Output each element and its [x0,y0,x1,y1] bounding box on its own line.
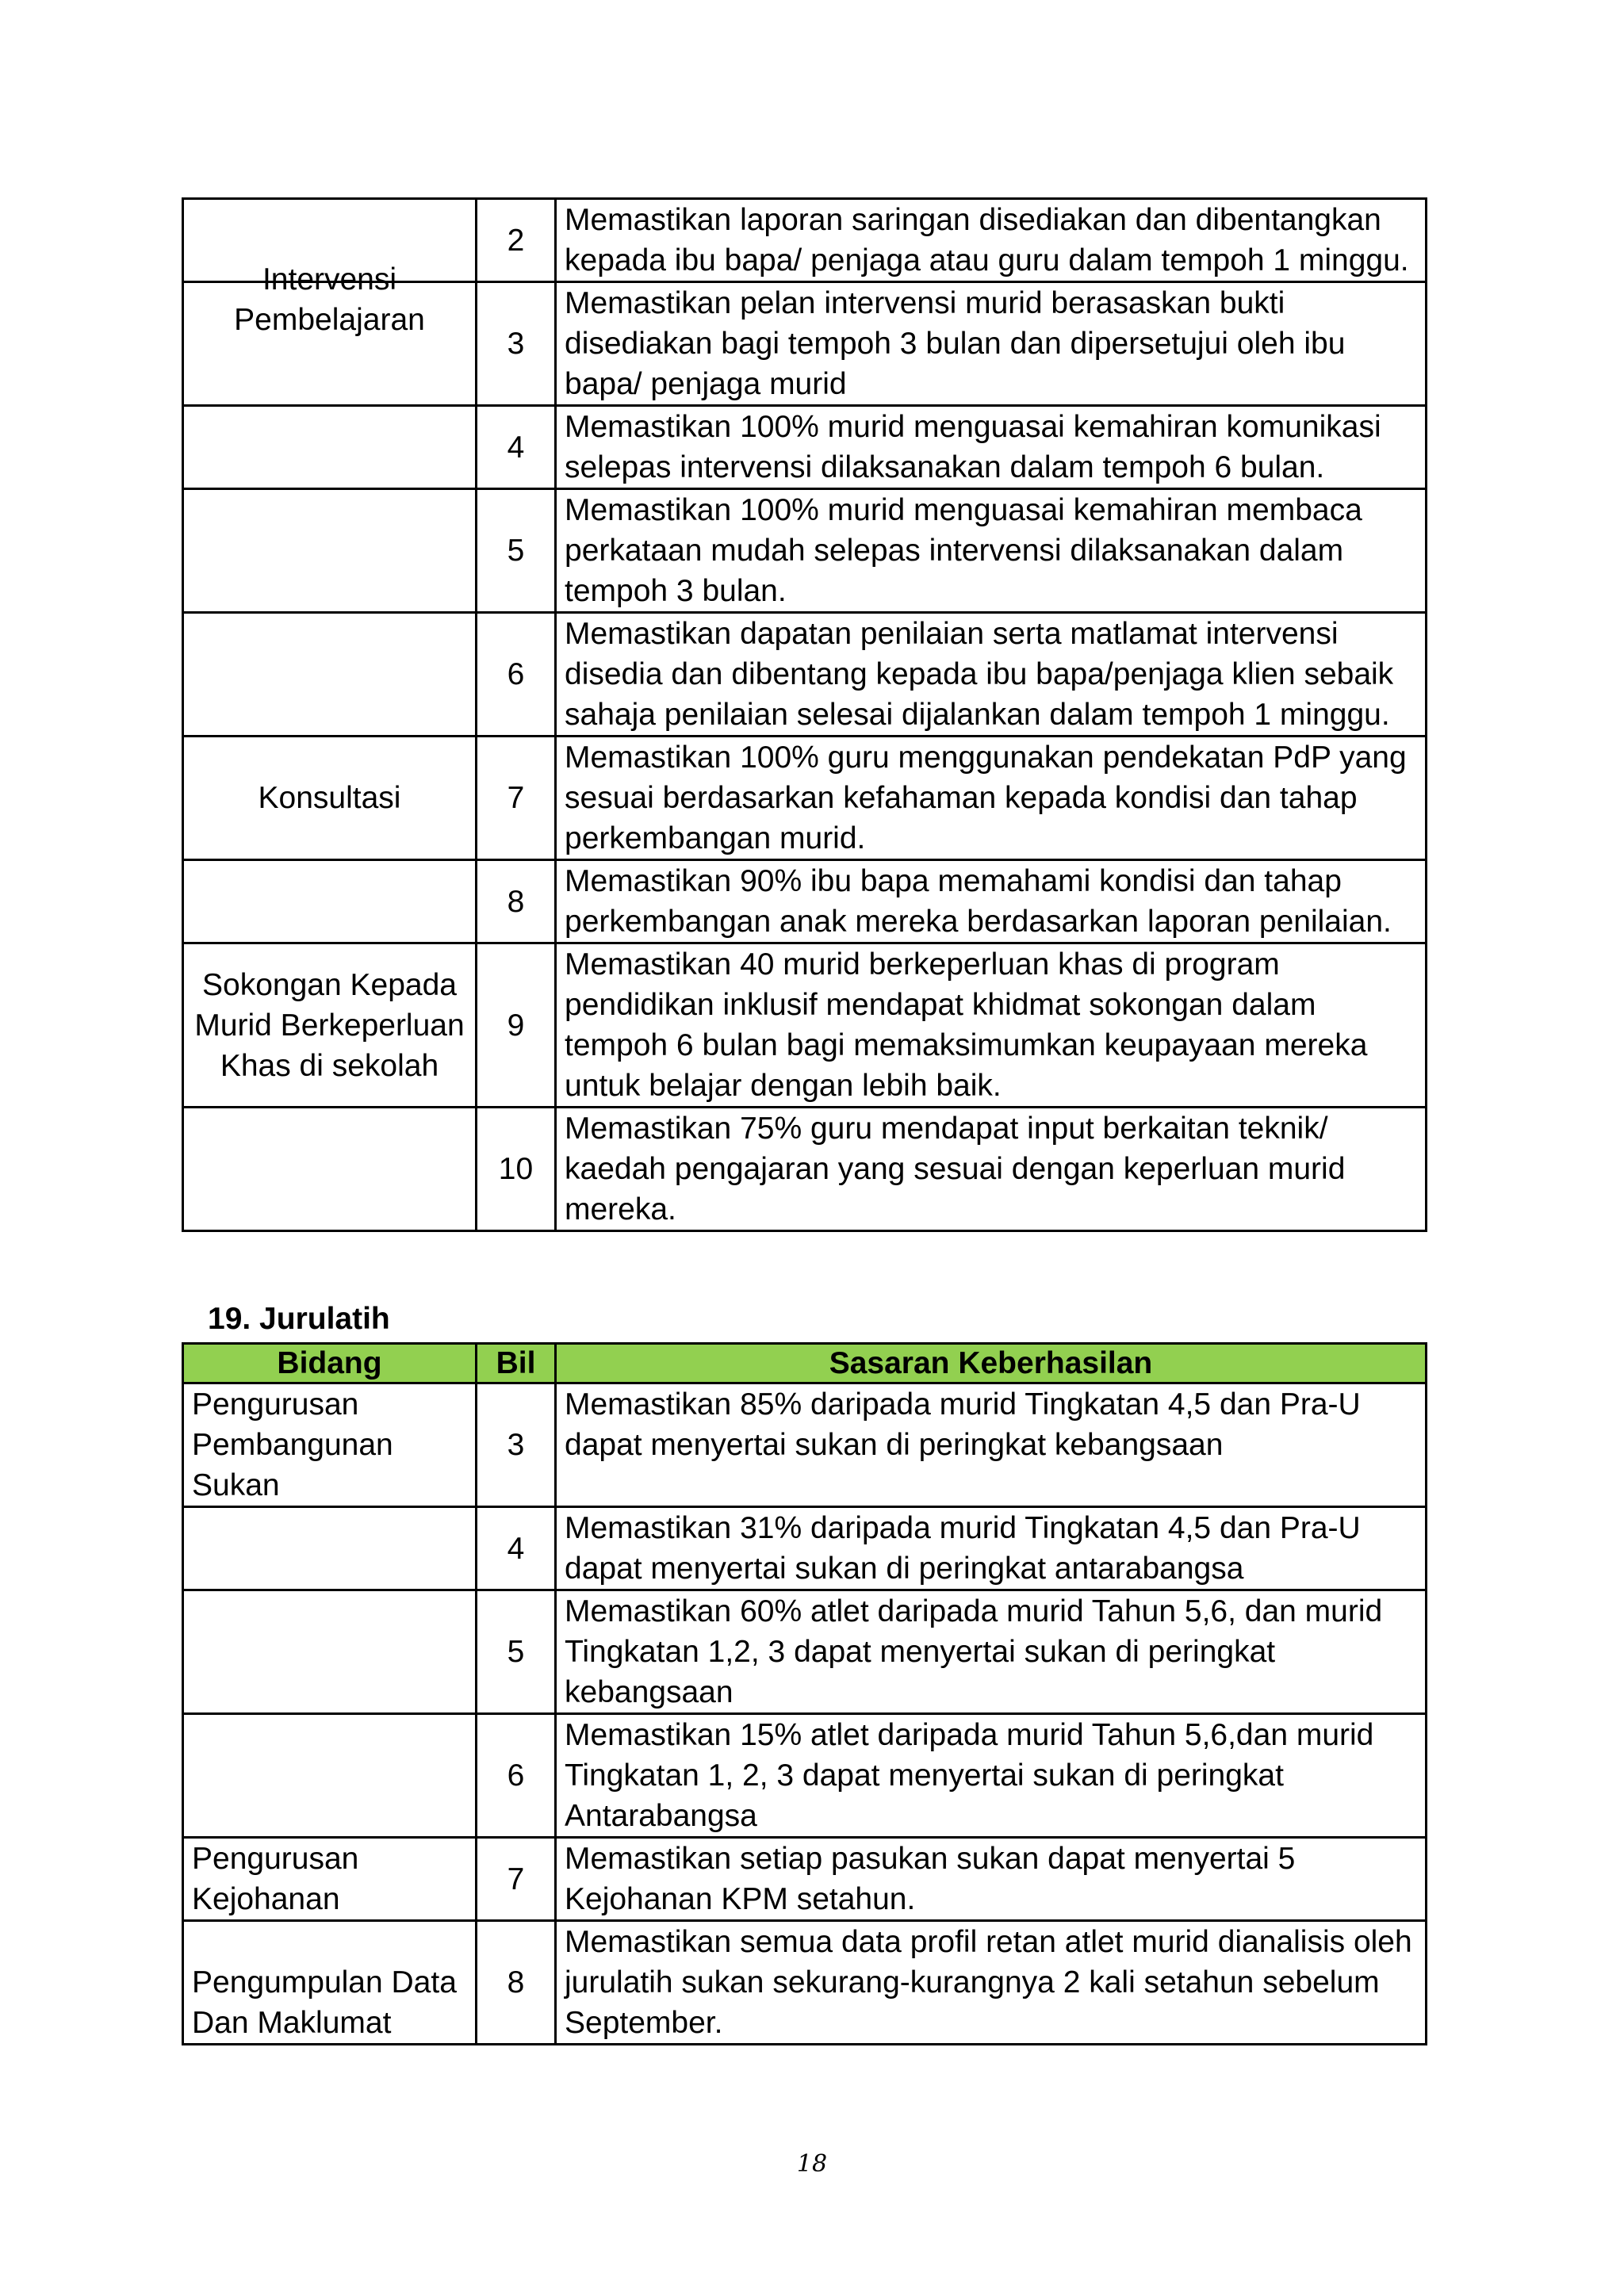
bidang-cell [183,1590,477,1714]
sasaran-cell: Memastikan 85% daripada murid Tingkatan 4,5 dan Pra-U dapat menyertai sukan di peringkat kebangsaan [556,1383,1427,1507]
bidang-cell [183,1507,477,1590]
sasaran-cell: Memastikan setiap pasukan sukan dapat menyertai 5 Kejohanan KPM setahun. [556,1838,1427,1921]
table-row [183,860,1427,943]
bidang-cell [183,406,477,489]
table-row [183,737,1427,860]
table-header-row [183,1344,1427,1383]
bidang-cell [183,860,477,943]
section-heading: 19. Jurulatih [208,1302,390,1336]
sasaran-cell: Memastikan 40 murid berkeperluan khas di program pendidikan inklusif mendapat khidmat sokongan dalam tempoh 6 bulan bagi memaksimumkan keupayaan mereka untuk belajar dengan lebih baik. [556,943,1427,1108]
bil-cell: 4 [477,406,556,489]
table-row [183,406,1427,489]
bidang-cell [183,1108,477,1231]
sasaran-cell: Memastikan 100% murid menguasai kemahiran komunikasi selepas intervensi dilaksanakan dalam tempoh 6 bulan. [556,406,1427,489]
bidang-cell [183,1714,477,1838]
sasaran-cell: Memastikan 75% guru mendapat input berkaitan teknik/ kaedah pengajaran yang sesuai dengan keperluan murid mereka. [556,1108,1427,1231]
sasaran-cell: Memastikan 100% guru menggunakan pendekatan PdP yang sesuai berdasarkan kefahaman kepada kondisi dan tahap perkembangan murid. [556,737,1427,860]
sasaran-cell: Memastikan pelan intervensi murid berasaskan bukti disediakan bagi tempoh 3 bulan dan dipersetujui oleh ibu bapa/ penjaga murid [556,282,1427,406]
bidang-cell [183,613,477,737]
bidang-cell: Pengurusan Pembangunan Sukan [183,1383,477,1507]
table-row [183,1507,1427,1590]
sasaran-cell: Memastikan semua data profil retan atlet murid dianalisis oleh jurulatih sukan sekurang-kurangnya 2 kali setahun sebelum September. [556,1921,1427,2045]
table-row [183,943,1427,1108]
bil-cell: 3 [477,1383,556,1507]
bil-cell: 5 [477,489,556,613]
bidang-cell: Pengurusan Kejohanan [183,1838,477,1921]
bil-cell: 7 [477,737,556,860]
header-bidang: Bidang [183,1344,477,1383]
sasaran-cell: Memastikan 90% ibu bapa memahami kondisi dan tahap perkembangan anak mereka berdasarkan laporan penilaian. [556,860,1427,943]
bil-cell: 6 [477,1714,556,1838]
sasaran-cell: Memastikan 15% atlet daripada murid Tahun 5,6,dan murid Tingkatan 1, 2, 3 dapat menyertai sukan di peringkat Antarabangsa [556,1714,1427,1838]
sasaran-cell: Memastikan 31% daripada murid Tingkatan 4,5 dan Pra-U dapat menyertai sukan di peringkat antarabangsa [556,1507,1427,1590]
bil-cell: 10 [477,1108,556,1231]
table-row [183,1108,1427,1231]
table-row [183,489,1427,613]
header-bil: Bil [477,1344,556,1383]
bil-cell: 8 [477,1921,556,2045]
header-sasaran: Sasaran Keberhasilan [556,1344,1427,1383]
bidang-cell: Sokongan Kepada Murid Berkeperluan Khas di sekolah [183,943,477,1108]
table-row [183,1838,1427,1921]
table-jurulatih [182,1342,1427,2045]
table-row [183,1714,1427,1838]
bil-cell: 7 [477,1838,556,1921]
bidang-cell: Pengumpulan Data Dan Maklumat [183,1921,477,2045]
table-row [183,613,1427,737]
bil-cell: 2 [477,199,556,282]
sasaran-cell: Memastikan 60% atlet daripada murid Tahun 5,6, dan murid Tingkatan 1,2, 3 dapat menyertai sukan di peringkat kebangsaan [556,1590,1427,1714]
table-row [183,1590,1427,1714]
bil-cell: 5 [477,1590,556,1714]
page-number: 18 [796,2150,828,2178]
bil-cell: 6 [477,613,556,737]
table-intervensi [182,197,1427,1232]
bil-cell: 3 [477,282,556,406]
bidang-cell: Intervensi Pembelajaran [183,258,477,382]
bil-cell: 8 [477,860,556,943]
bil-cell: 9 [477,943,556,1108]
sasaran-cell: Memastikan dapatan penilaian serta matlamat intervensi disedia dan dibentang kepada ibu bapa/penjaga klien sebaik sahaja penilaian selesai dijalankan dalam tempoh 1 minggu. [556,613,1427,737]
bidang-cell [183,489,477,613]
table-row [183,282,1427,406]
table-row [183,1383,1427,1507]
sasaran-cell: Memastikan 100% murid menguasai kemahiran membaca perkataan mudah selepas intervensi dilaksanakan dalam tempoh 3 bulan. [556,489,1427,613]
sasaran-cell: Memastikan laporan saringan disediakan dan dibentangkan kepada ibu bapa/ penjaga atau guru dalam tempoh 1 minggu. [556,199,1427,282]
table-row [183,1921,1427,2045]
bil-cell: 4 [477,1507,556,1590]
bidang-cell: Konsultasi [183,737,477,860]
